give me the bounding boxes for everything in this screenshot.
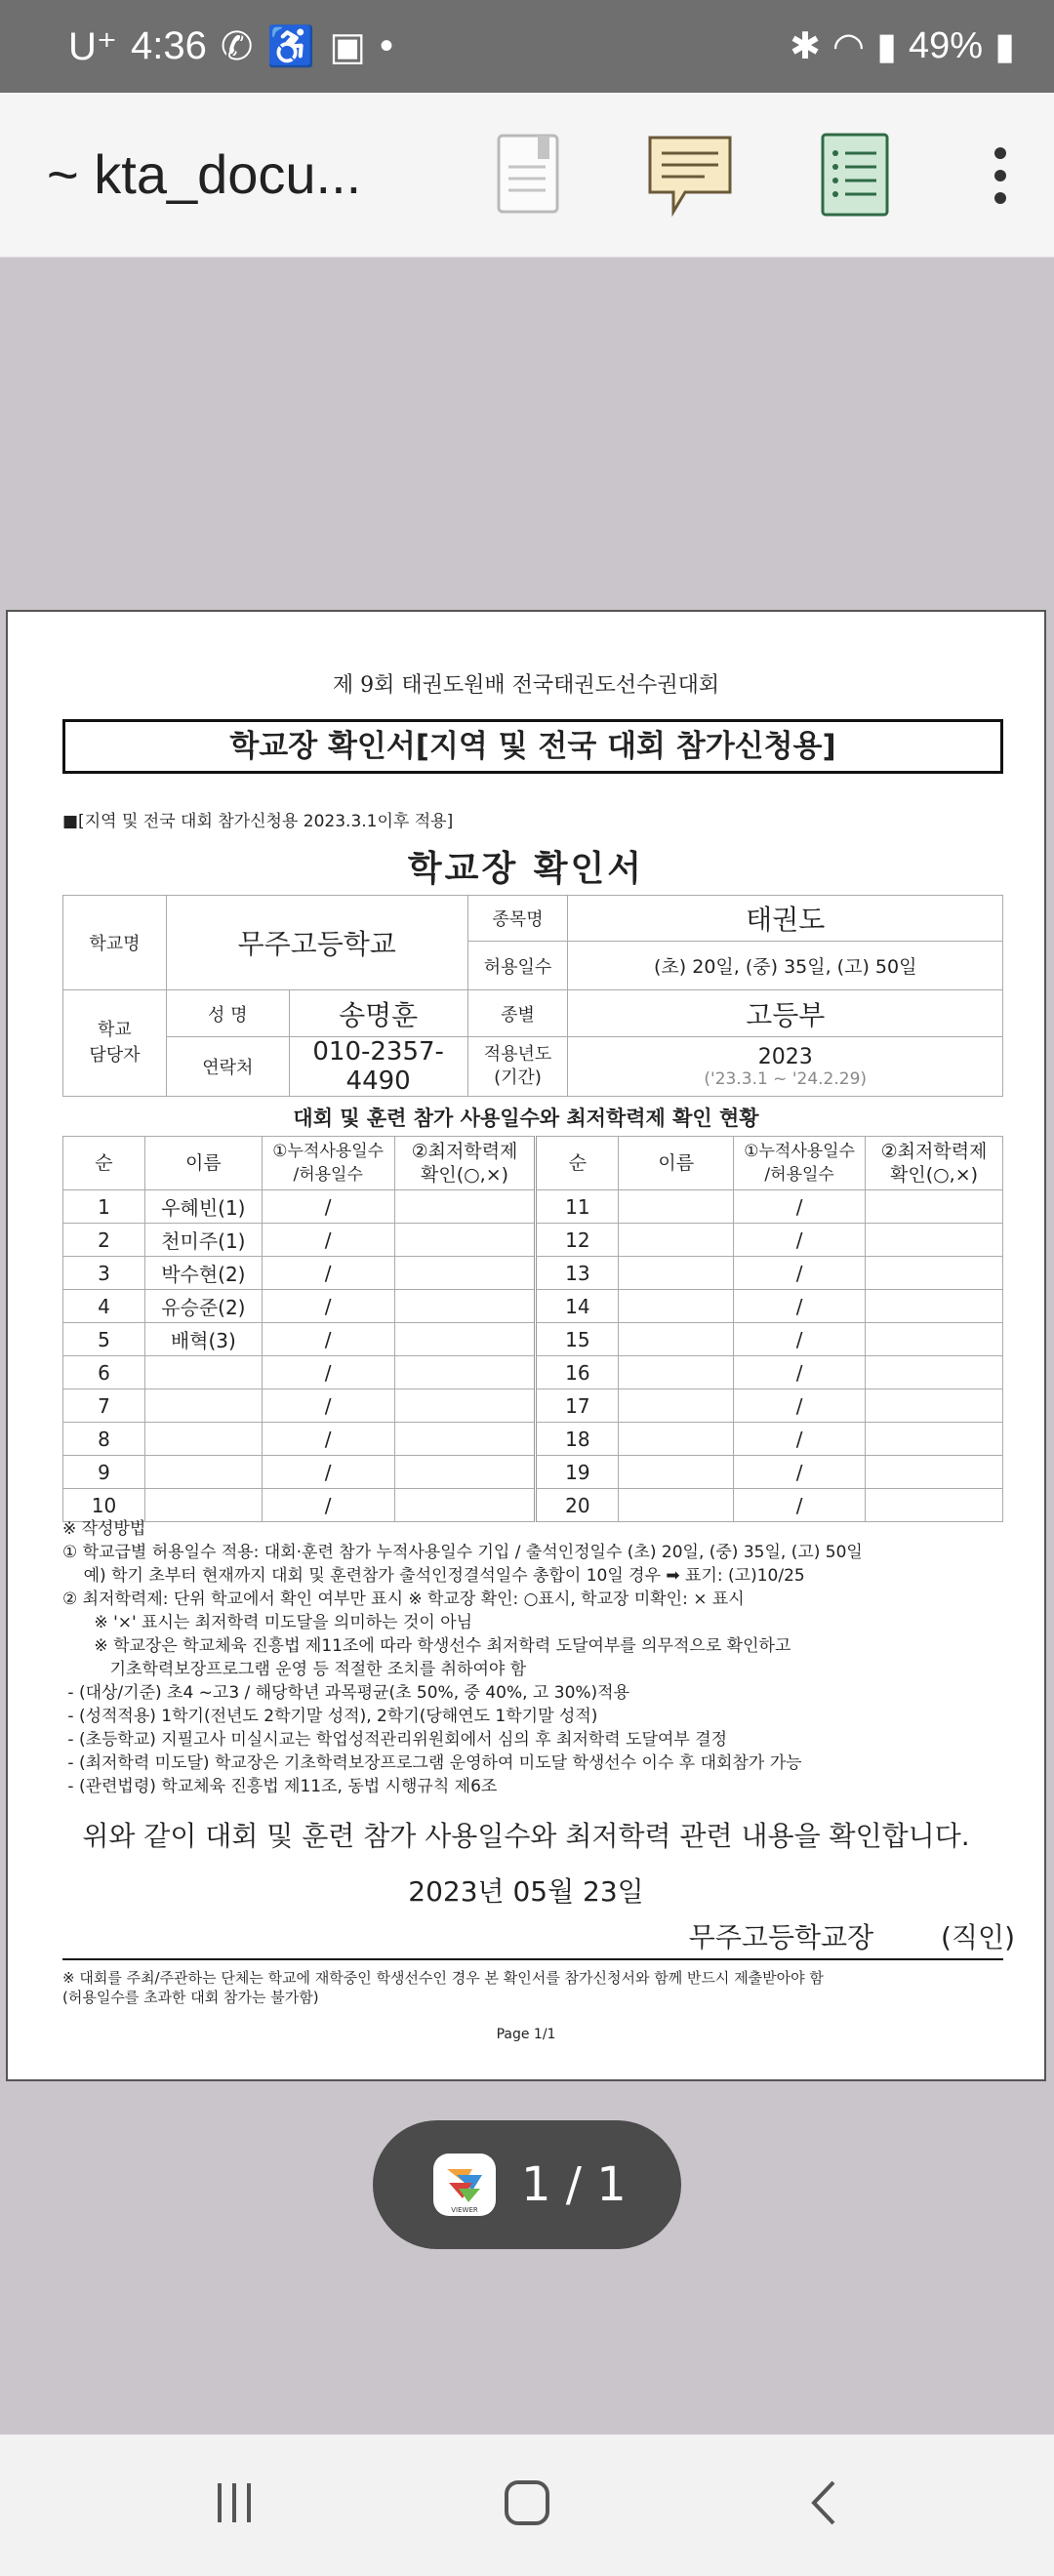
col-header-minimum: ②최저학력제 확인(○,×) [866,1137,1003,1190]
signal-icon: ▮ [876,26,898,67]
row-days: / [734,1423,866,1456]
row-name: 유승준(2) [144,1290,262,1323]
row-number: 5 [63,1323,145,1356]
back-icon[interactable] [800,2478,849,2527]
app-bar [0,93,1054,258]
row-name [619,1356,734,1389]
bluetooth-icon: ✱ [790,26,821,67]
row-days: / [734,1489,866,1522]
row-minimum [866,1257,1003,1290]
col-header-name: 이름 [144,1137,262,1190]
row-name [144,1423,262,1456]
row-minimum [866,1356,1003,1389]
more-vert-icon[interactable] [986,141,1015,210]
row-name [619,1423,734,1456]
row-days: / [262,1423,394,1456]
row-name: 우혜빈(1) [144,1190,262,1224]
outline-list-icon[interactable] [820,132,900,218]
comment-icon[interactable] [646,132,734,218]
name-value: 송명훈 [289,990,467,1037]
col-header-no: 순 [63,1137,145,1190]
main-title: 학교장 확인서 [407,849,645,889]
row-days: / [262,1356,394,1389]
year-cell [568,1037,1003,1097]
row-name [619,1190,734,1224]
row-name [619,1224,734,1257]
document-date: 2023년 05월 23일 [408,1875,644,1908]
instruction-line: ① 학교급별 허용일수 적용: 대회·훈련 참가 누적사용일수 기입 / 출석인정일수 (초) 20일, (중) 35일, (고) 50일 [62,1543,863,1562]
top-note: ■[지역 및 전국 대회 참가신청용 2023.3.1이후 적용] [62,812,454,831]
table-row [63,1190,1003,1224]
notification-dot-icon: • [379,24,393,67]
row-minimum [866,1323,1003,1356]
row-number: 20 [536,1489,619,1522]
row-number: 4 [63,1290,145,1323]
category-value: 고등부 [568,990,1003,1037]
instruction-line: 기초학력보장프로그램 운영 등 적절한 조치를 취하여야 함 [62,1660,527,1679]
home-icon[interactable] [503,2478,551,2527]
table-row [63,1290,1003,1323]
missed-call-icon: ✆ [220,24,254,68]
page-indicator-pill[interactable] [373,2120,681,2249]
school-value: 무주고등학교 [166,896,467,990]
battery-icon: ▮ [994,26,1015,67]
instruction-line: ※ 학교장은 학교체육 진흥법 제11조에 따라 학생선수 최저학력 도달여부를 의무적으로 확인하고 [62,1636,791,1656]
section-title: 대회 및 훈련 참가 사용일수와 최저학력제 확인 현황 [293,1107,759,1130]
page-number-label: Page 1/1 [496,2027,556,2042]
row-name: 박수현(2) [144,1257,262,1290]
accessibility-icon: ♿ [266,25,316,68]
row-number: 11 [536,1190,619,1224]
confirmation-statement: 위와 같이 대회 및 훈련 참가 사용일수와 최저학력 관련 내용을 확인합니다. [82,1820,970,1852]
row-name: 배혁(3) [144,1323,262,1356]
row-minimum [394,1356,536,1389]
row-name [144,1456,262,1489]
app-notification-icon: ▣ [329,24,366,68]
row-days: / [262,1290,394,1323]
document-page [6,610,1046,2081]
viewer-logo-text: VIEWER [451,2206,478,2214]
row-minimum [394,1257,536,1290]
row-number: 9 [63,1456,145,1489]
row-days: / [734,1323,866,1356]
row-days: / [734,1456,866,1489]
row-number: 12 [536,1224,619,1257]
document-title[interactable]: ~ kta_docu... [47,143,362,205]
footnote: ※ 대회를 주최/주관하는 단체는 학교에 재학중인 학생선수인 경우 본 확인서를 참가신청서와 함께 반드시 제출받아야 함 (허용일수를 초과한 대회 참가는 불가함) [62,1958,1003,2007]
contact-value: 010-2357-4490 [289,1037,467,1097]
row-minimum [394,1290,536,1323]
carrier-label: U⁺ [68,24,117,68]
participant-table [62,1136,1003,1522]
table-row [63,1323,1003,1356]
row-days: / [262,1489,394,1522]
year-value: 2023 [757,1044,813,1069]
row-minimum [866,1456,1003,1489]
row-name [619,1257,734,1290]
status-bar [0,0,1054,93]
col-header-days: ①누적사용일수 /허용일수 [734,1137,866,1190]
bookmark-document-icon[interactable] [493,132,573,218]
page-indicator: 1 / 1 [521,2157,627,2212]
contact-label: 연락처 [166,1037,289,1097]
row-minimum [866,1389,1003,1423]
row-days: / [262,1323,394,1356]
row-days: / [262,1389,394,1423]
navigation-bar [0,2435,1054,2576]
info-table [62,895,1003,1097]
row-minimum [394,1389,536,1423]
row-number: 19 [536,1456,619,1489]
table-row [63,1423,1003,1456]
signer [689,1916,1015,1955]
row-days: / [262,1456,394,1489]
row-minimum [866,1224,1003,1257]
row-name [619,1456,734,1489]
row-name [619,1323,734,1356]
competition-title: 제 9회 태권도원배 전국태권도선수권대회 [332,673,720,698]
wifi-icon: ◠ [831,26,866,67]
row-number: 14 [536,1290,619,1323]
row-days: / [734,1389,866,1423]
col-header-minimum: ②최저학력제 확인(○,×) [394,1137,536,1190]
row-number: 2 [63,1224,145,1257]
instruction-line: - (최저학력 미도달) 학교장은 기초학력보장프로그램 운영하여 미도달 학생선수 이수 후 대회참가 가능 [62,1753,802,1773]
row-name [619,1290,734,1323]
row-minimum [394,1323,536,1356]
row-days: / [262,1257,394,1290]
viewer-logo-icon [433,2153,496,2216]
instruction-line: ② 최저학력제: 단위 학교에서 확인 여부만 표시 ※ 학교장 확인: ○표시, 학교장 미확인: × 표시 [62,1590,745,1609]
signer-name: 무주고등학교장 [688,1921,874,1953]
manager-label: 학교 담당자 [63,990,167,1097]
table-row [63,1356,1003,1389]
row-number: 16 [536,1356,619,1389]
row-number: 10 [63,1489,145,1522]
row-days: / [734,1190,866,1224]
seal-label: (직인) [941,1921,1015,1953]
allowed-days-value: (초) 20일, (중) 35일, (고) 50일 [568,942,1003,990]
row-number: 13 [536,1257,619,1290]
row-name: 천미주(1) [144,1224,262,1257]
col-header-no: 순 [536,1137,619,1190]
year-range: ('23.3.1 ~ '24.2.29) [704,1068,868,1089]
event-label: 종목명 [467,896,568,942]
row-minimum [394,1423,536,1456]
table-row [63,1389,1003,1423]
battery-percent: 49% [909,25,984,66]
header-box: 학교장 확인서[지역 및 전국 대회 참가신청용] [62,719,1003,774]
name-label: 성 명 [166,990,289,1037]
row-days: / [734,1224,866,1257]
row-number: 18 [536,1423,619,1456]
instruction-line: - (대상/기준) 초4 ~고3 / 해당학년 과목평균(초 50%, 중 40%, 고 30%)적용 [62,1683,630,1703]
instruction-line: ※ '×' 표시는 최저학력 미도달을 의미하는 것이 아님 [62,1613,473,1632]
recent-apps-icon[interactable] [210,2478,259,2527]
row-days: / [734,1356,866,1389]
year-label: 적용년도 (기간) [467,1037,568,1097]
row-days: / [262,1190,394,1224]
row-minimum [394,1456,536,1489]
row-name [144,1356,262,1389]
row-minimum [394,1224,536,1257]
row-minimum [866,1423,1003,1456]
row-name [144,1389,262,1423]
row-number: 6 [63,1356,145,1389]
table-row [63,1257,1003,1290]
row-days: / [262,1224,394,1257]
allowed-days-label: 허용일수 [467,942,568,990]
col-header-name: 이름 [619,1137,734,1190]
row-name [619,1389,734,1423]
row-minimum [866,1290,1003,1323]
instructions [62,1517,1019,1798]
category-label: 종별 [467,990,568,1037]
row-number: 17 [536,1389,619,1423]
row-number: 7 [63,1389,145,1423]
row-minimum [394,1190,536,1224]
row-number: 15 [536,1323,619,1356]
school-label: 학교명 [63,896,167,990]
col-header-days: ①누적사용일수 /허용일수 [262,1137,394,1190]
table-row [63,1224,1003,1257]
instruction-line: ※ 작성방법 [62,1519,146,1539]
row-days: / [734,1257,866,1290]
event-value: 태권도 [568,896,1003,942]
table-row [63,1456,1003,1489]
row-number: 8 [63,1423,145,1456]
row-number: 3 [63,1257,145,1290]
instruction-line: 예) 학기 초부터 현재까지 대회 및 훈련참가 출석인정결석일수 총합이 10일 경우 ➡ 표기: (고)10/25 [62,1566,805,1586]
instruction-line: - (관련법령) 학교체육 진흥법 제11조, 동법 시행규칙 제6조 [62,1777,498,1796]
clock: 4:36 [131,24,207,67]
instruction-line: - (성적적용) 1학기(전년도 2학기말 성적), 2학기(당해연도 1학기말 성적) [62,1707,598,1726]
row-days: / [734,1290,866,1323]
row-number: 1 [63,1190,145,1224]
instruction-line: - (초등학교) 지필고사 미실시교는 학업성적관리위원회에서 심의 후 최저학력 도달여부 결정 [62,1730,728,1750]
row-minimum [866,1190,1003,1224]
